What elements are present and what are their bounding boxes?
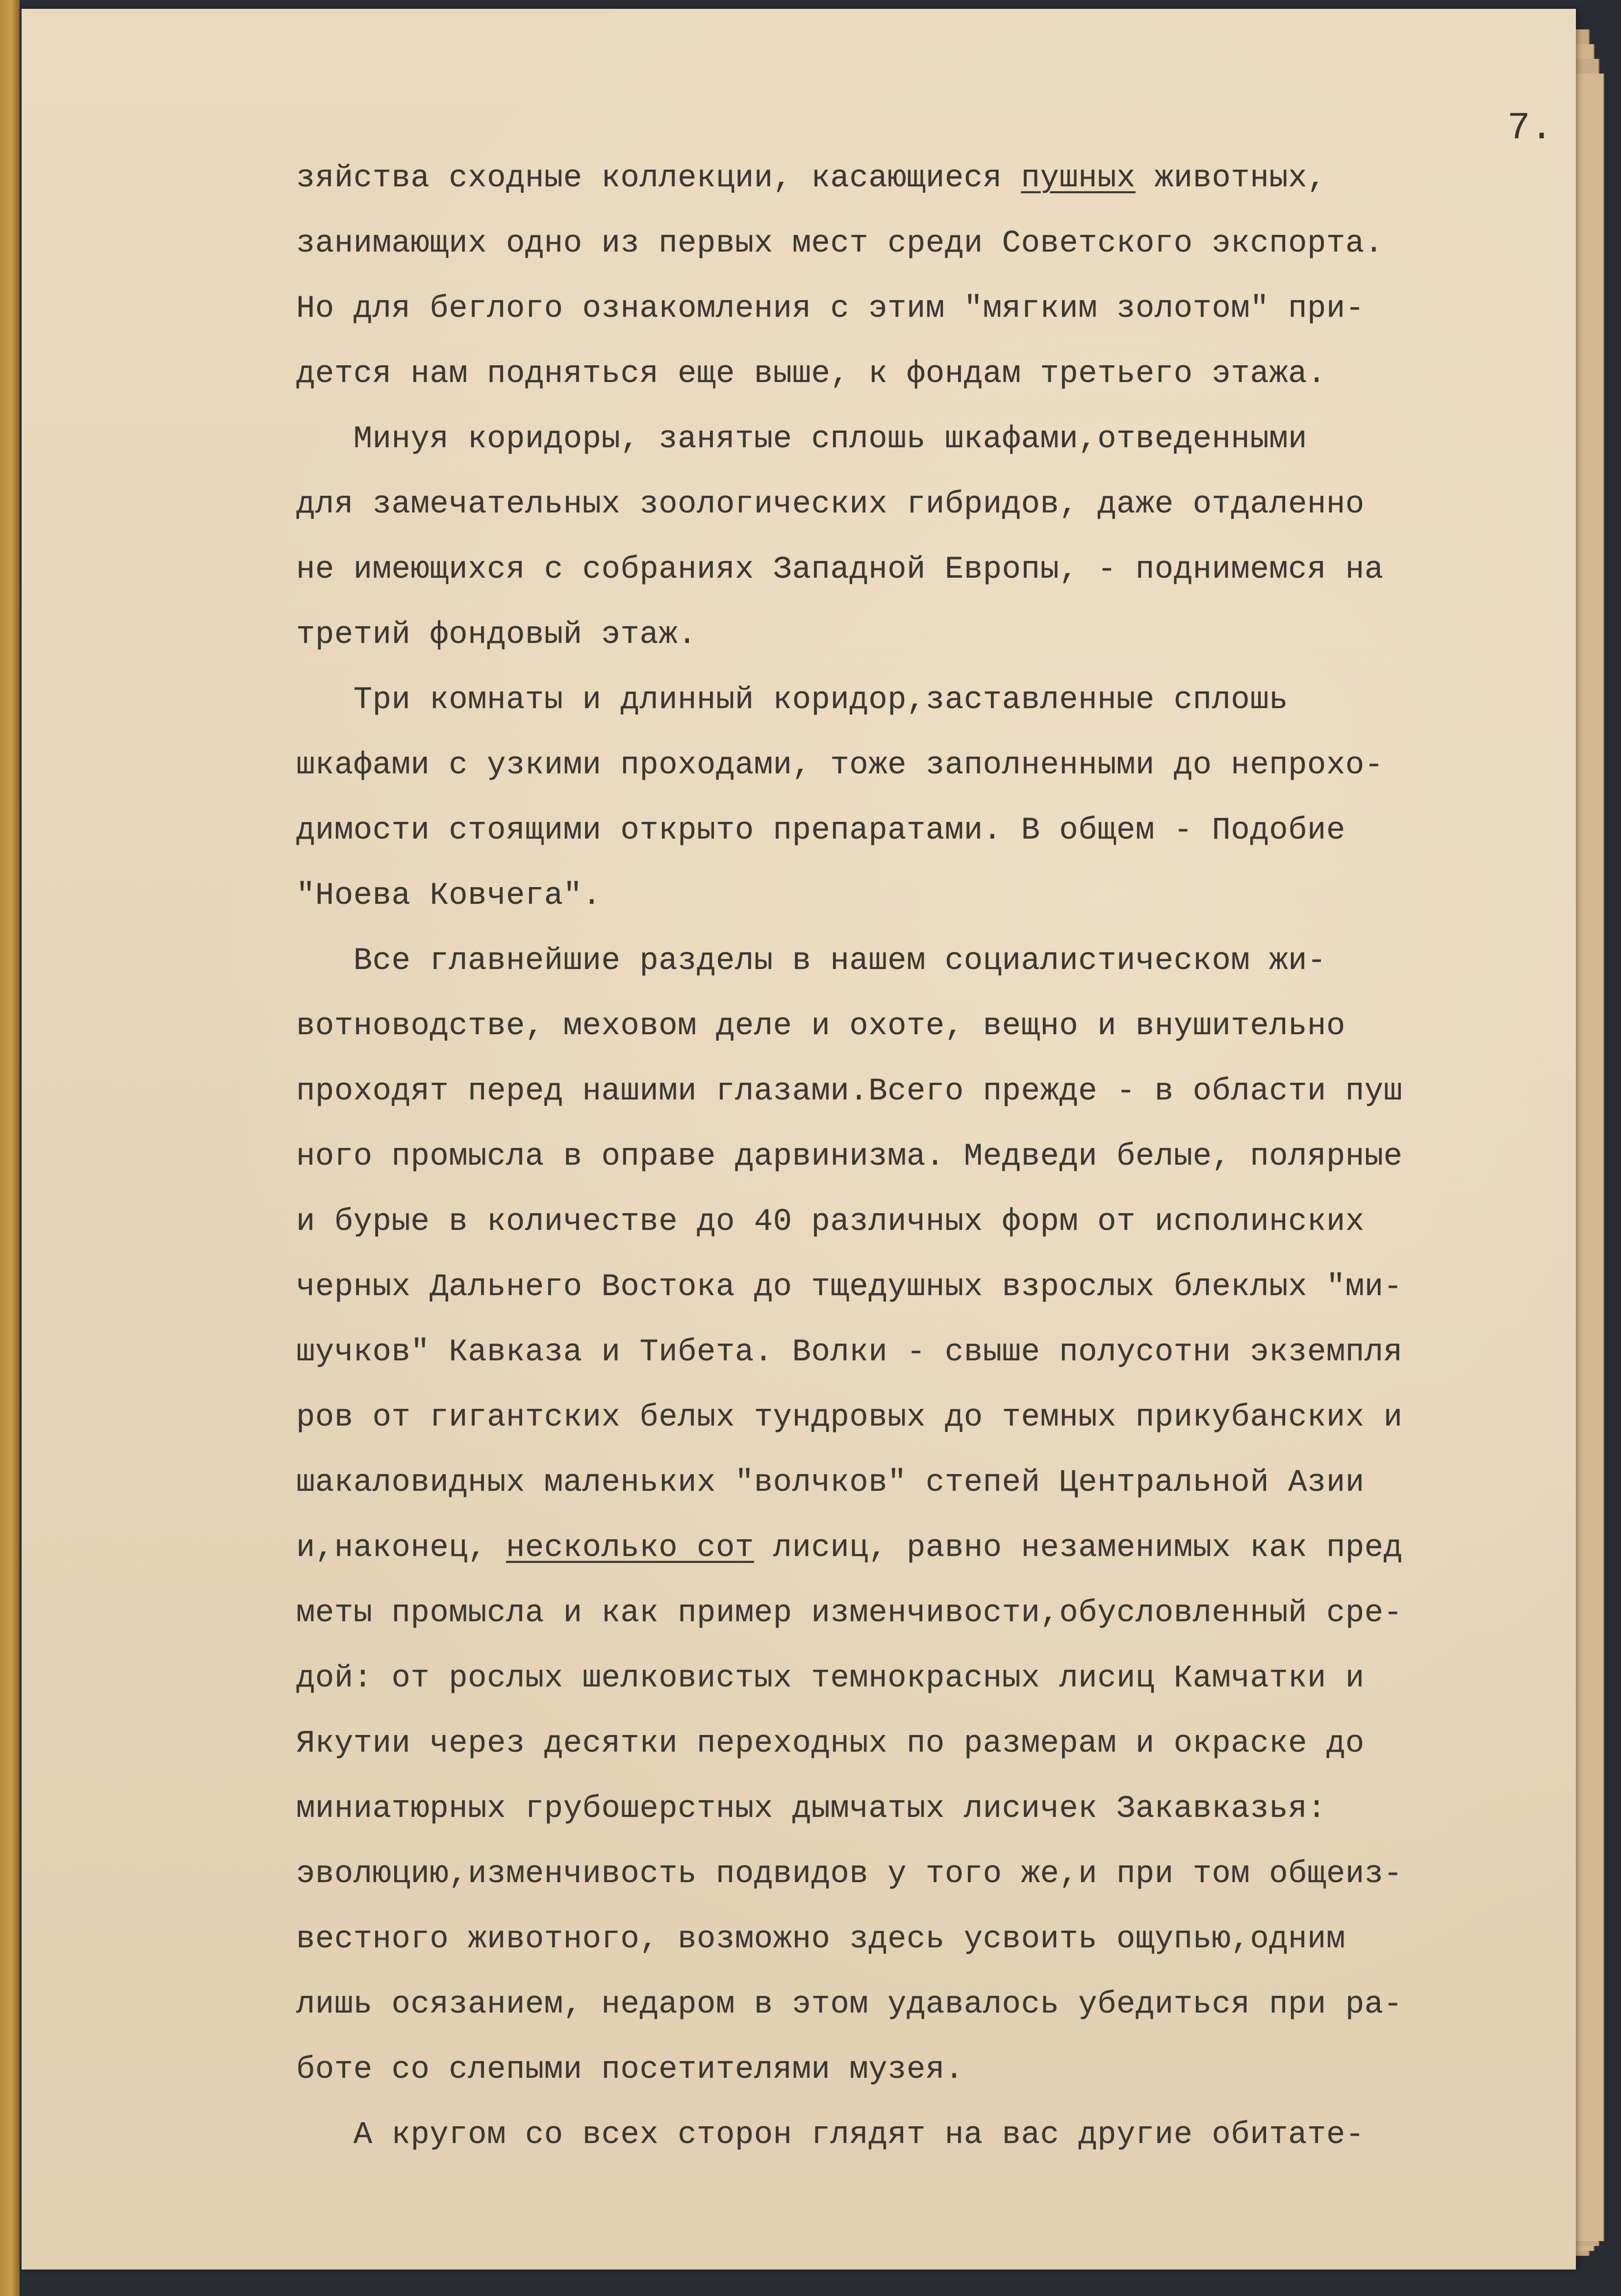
text-line <box>296 1646 1581 1711</box>
text-line <box>296 211 1581 277</box>
text-segment: для замечательных зоологических гибридов, даже отдаленно <box>296 487 1365 522</box>
text-segment: и бурые в количестве до 40 различных форм от исполинских <box>296 1204 1365 1240</box>
text-line <box>296 537 1581 603</box>
text-line <box>296 2103 1581 2168</box>
text-segment: черных Дальнего Востока до тщедушных взрослых блеклых "ми- <box>296 1270 1403 1305</box>
text-line <box>296 929 1581 994</box>
text-line <box>296 1907 1581 1972</box>
text-line <box>296 146 1581 211</box>
text-segment: димости стоящими открыто препаратами. В общем - Подобие <box>296 813 1345 848</box>
text-segment: зяйства сходные коллекции, касающиеся <box>296 161 1021 196</box>
text-segment: проходят перед нашими глазами.Всего прежде - в области пуш <box>296 1074 1403 1109</box>
text-line <box>296 1190 1581 1255</box>
text-segment: боте со слепыми посетителями музея. <box>296 2052 964 2088</box>
text-line <box>296 1777 1581 1842</box>
text-line <box>296 407 1581 472</box>
text-segment: меты промысла и как пример изменчивости,обусловленный сре- <box>296 1596 1403 1631</box>
text-line <box>296 1842 1581 1907</box>
text-segment: занимающих одно из первых мест среди Советского экспорта. <box>296 226 1384 261</box>
text-line <box>296 1711 1581 1777</box>
folder-cover-edge <box>0 0 20 2296</box>
text-segment: дется нам подняться еще выше, к фондам третьего этажа. <box>296 357 1326 392</box>
text-line <box>296 2038 1581 2103</box>
text-line <box>296 994 1581 1059</box>
text-segment: Все главнейшие разделы в нашем социалистическом жи- <box>296 944 1326 979</box>
text-segment: и,наконец, <box>296 1531 506 1566</box>
text-line <box>296 1451 1581 1516</box>
text-line <box>296 277 1581 342</box>
underlined-text: пушных <box>1021 161 1136 196</box>
text-segment: эволюцию,изменчивость подвидов у того же,и при том общеиз- <box>296 1857 1403 1892</box>
page-number: 7. <box>1507 107 1553 150</box>
text-segment: А кругом со всех сторон глядят на вас другие обитате- <box>296 2117 1365 2153</box>
text-segment: не имеющихся с собраниях Западной Европы, - поднимемся на <box>296 552 1384 587</box>
text-line <box>296 1385 1581 1451</box>
text-line <box>296 1516 1581 1581</box>
typed-page <box>22 9 1576 2270</box>
text-segment: Минуя коридоры, занятые сплошь шкафами,отведенными <box>296 422 1308 457</box>
text-line <box>296 798 1581 864</box>
text-segment: Три комнаты и длинный коридор,заставленные сплошь <box>296 683 1289 718</box>
text-segment: вестного животного, возможно здесь усвоить ощупью,одним <box>296 1922 1345 1957</box>
text-segment: лисиц, равно незаменимых как пред <box>754 1531 1403 1566</box>
text-line <box>296 1972 1581 2038</box>
text-segment: Якутии через десятки переходных по размерам и окраске до <box>296 1726 1365 1761</box>
text-line <box>296 864 1581 929</box>
text-segment: животных, <box>1135 161 1326 196</box>
text-segment: шкафами с узкими проходами, тоже заполненными до непрохо- <box>296 748 1384 783</box>
text-line <box>296 342 1581 407</box>
text-line <box>296 1059 1581 1124</box>
text-line <box>296 1255 1581 1320</box>
text-segment: третий фондовый этаж. <box>296 617 697 653</box>
text-segment: ного промысла в оправе дарвинизма. Медведи белые, полярные <box>296 1139 1403 1174</box>
text-segment: вотноводстве, меховом деле и охоте, вещно и внушительно <box>296 1009 1345 1044</box>
text-segment: Но для беглого ознакомления с этим "мягким золотом" при- <box>296 291 1365 327</box>
text-segment: шучков" Кавказа и Тибета. Волки - свыше полусотни экземпля <box>296 1335 1403 1370</box>
text-line <box>296 1581 1581 1646</box>
text-line <box>296 733 1581 798</box>
text-segment: шакаловидных маленьких "волчков" степей Центральной Азии <box>296 1465 1365 1501</box>
text-line <box>296 1320 1581 1385</box>
text-segment: миниатюрных грубошерстных дымчатых лисичек Закавказья: <box>296 1791 1326 1827</box>
underlined-text: несколько сот <box>506 1531 754 1566</box>
text-line <box>296 603 1581 668</box>
text-line <box>296 472 1581 537</box>
text-segment: "Ноева Ковчега". <box>296 878 602 914</box>
typed-text-body <box>296 146 1581 2168</box>
text-segment: лишь осязанием, недаром в этом удавалось убедиться при ра- <box>296 1987 1403 2022</box>
text-line <box>296 668 1581 733</box>
text-line <box>296 1124 1581 1190</box>
text-segment: дой: от рослых шелковистых темнокрасных лисиц Камчатки и <box>296 1661 1365 1696</box>
text-segment: ров от гигантских белых тундровых до темных прикубанских и <box>296 1400 1403 1435</box>
